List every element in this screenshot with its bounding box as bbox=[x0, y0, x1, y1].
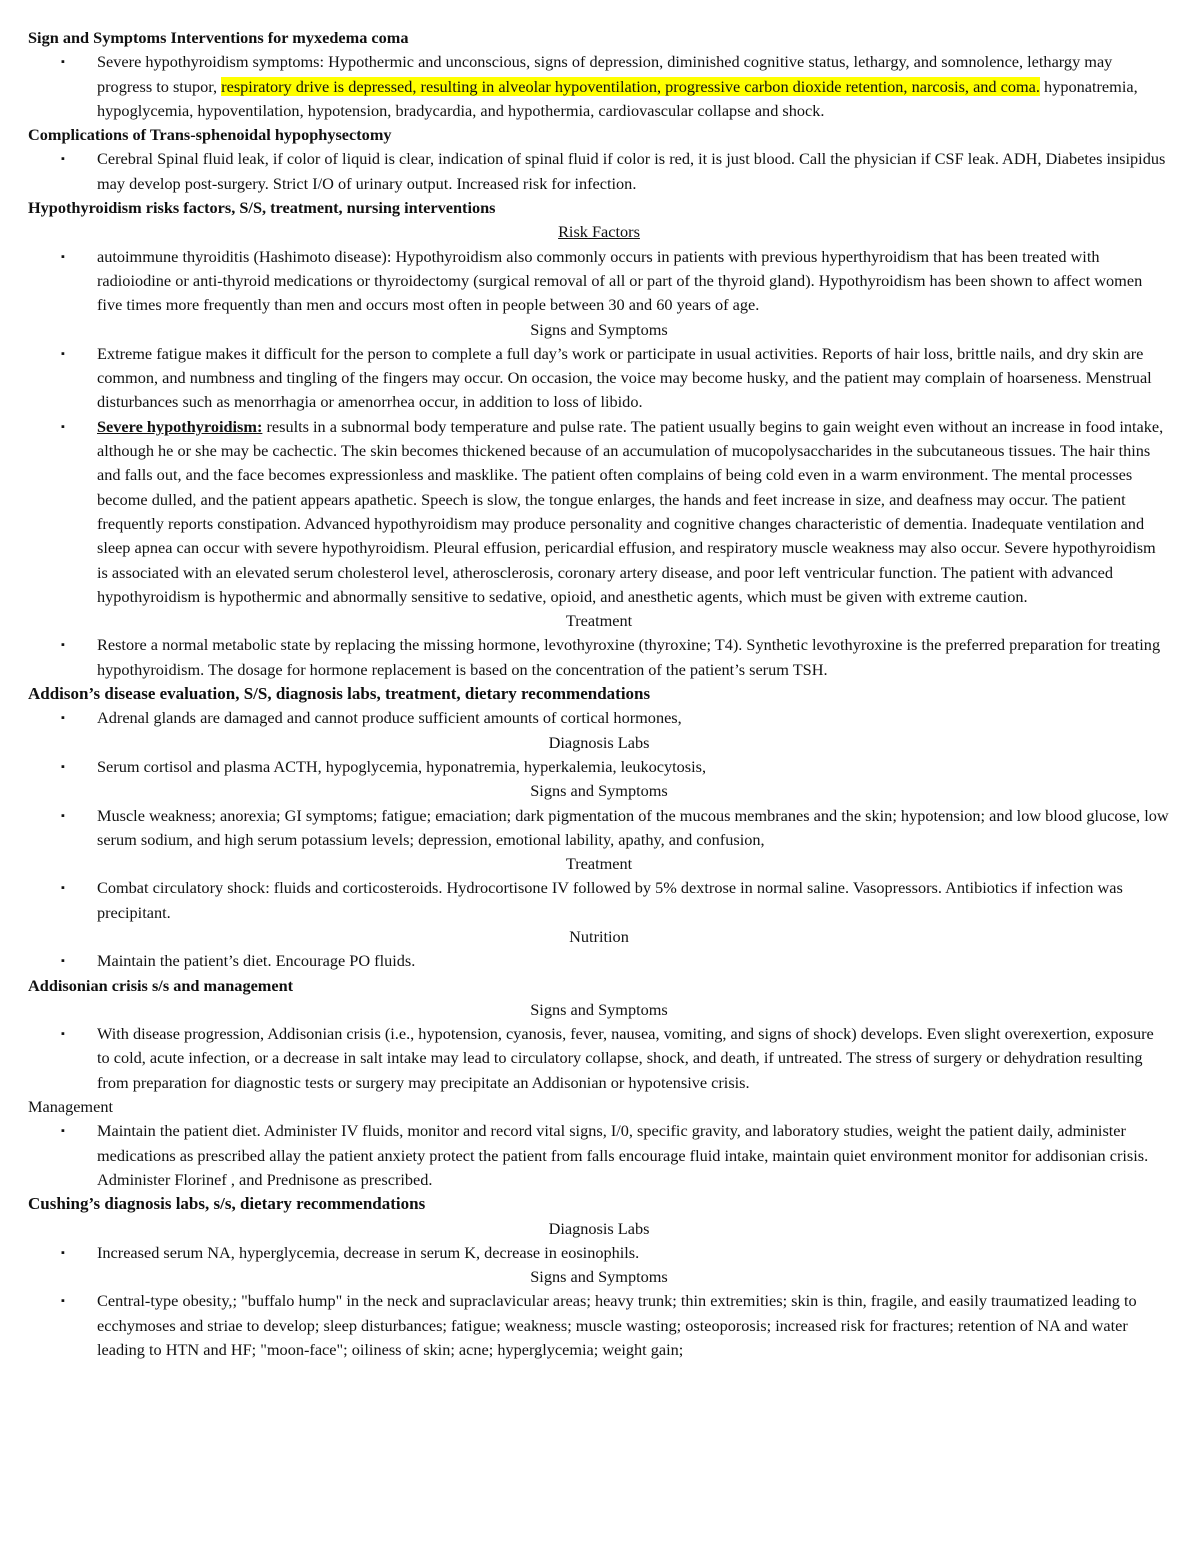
heading-hypophysectomy-complications: Complications of Trans-sphenoidal hypophysectomy bbox=[28, 125, 392, 145]
subheading-risk-factors: Risk Factors bbox=[558, 222, 640, 242]
subheading-signs-symptoms: Signs and Symptoms bbox=[530, 781, 668, 801]
myxedema-bullets bbox=[28, 50, 1170, 123]
hypothyroidism-ss-bullets bbox=[28, 342, 1170, 609]
bullet-extreme-fatigue: ▪ Extreme fatigue makes it difficult for the person to complete a full day’s work or participate in usual activities. Reports of hair loss, brittle nails, and dry skin are common, and numbness and tingling of the fingers may occur. On occasion, the voice may become husky, and the patient may complain of hoarseness. Menstrual disturbances such as menorrhagia or amenorrhea occur, in addition to loss of libido. bbox=[28, 342, 1170, 415]
bullet-adrenal-damage: ▪ Adrenal glands are damaged and cannot produce sufficient amounts of cortical hormones, bbox=[28, 706, 1170, 730]
heading-addisons-disease: Addison’s disease evaluation, S/S, diagnosis labs, treatment, dietary recommendations bbox=[28, 684, 651, 704]
addisons-labs-bullets bbox=[28, 755, 1170, 779]
text-part: hyponatremia, hypoglycemia, hypoventilation, hypotension, bradycardia, and hypothermia, cardiovascular collapse and shock. bbox=[97, 76, 1138, 120]
subheading-signs-symptoms: Signs and Symptoms bbox=[530, 1267, 668, 1287]
bullet-autoimmune-thyroiditis: ▪ autoimmune thyroiditis (Hashimoto disease): Hypothyroidism also commonly occurs in patients with previous hyperthyroidism that has been treated with radioiodine or anti-thyroid medications or thyroidectomy (surgical removal of all or part of the thyroid gland). Hypothyroidism has been shown to affect women five times more frequently than men and occurs most often in people between 30 and 60 years of age. bbox=[28, 245, 1170, 318]
bullet-diet: ▪ Maintain the patient’s diet. Encourage PO fluids. bbox=[28, 949, 1170, 973]
subheading-signs-symptoms: Signs and Symptoms bbox=[530, 319, 668, 339]
subheading-diagnosis-labs: Diagnosis Labs bbox=[548, 732, 650, 752]
highlighted-text: respiratory drive is depressed, resulting in alveolar hypoventilation, progressive carbon dioxide retention, narcosis, and coma. bbox=[221, 76, 1040, 96]
text-part: Severe hypothyroidism symptoms: Hypothermic and unconscious, signs of depression, diminished cognitive status, lethargy, and somnolence, lethargy may progress to stupor, bbox=[97, 52, 1113, 96]
subheading-diagnosis-labs: Diagnosis Labs bbox=[548, 1218, 650, 1238]
bullet-severe-hypothyroidism bbox=[28, 415, 1170, 609]
heading-addisonian-crisis: Addisonian crisis s/s and management bbox=[28, 975, 294, 995]
text-part: results in a subnormal body temperature and pulse rate. The patient usually begins to gain weight even without an increase in food intake, although he or she may be cachectic. The skin becomes thickened because of an accumulation of mucopolysaccharides in the subcutaneous tissues. The hair thins and falls out, and the face becomes expressionless and masklike. The patient often complains of being cold even in a warm environment. The mental processes become dulled, and the patient appears apathetic. Speech is slow, the tongue enlarges, the hands and feet increase in size, and deafness may occur. The patient frequently reports constipation. Advanced hypothyroidism may produce personality and cognitive changes characteristic of dementia. Inadequate ventilation and sleep apnea can occur with severe hypothyroidism. Pleural effusion, pericardial effusion, and respiratory muscle weakness may also occur. Severe hypothyroidism is associated with an elevated serum cholesterol level, atherosclerosis, coronary artery disease, and poor left ventricular function. The patient with advanced hypothyroidism is hypothermic and abnormally sensitive to sedative, opioid, and anesthetic agents, which must be given with extreme caution. bbox=[97, 416, 1164, 606]
bullet-addisons-labs: ▪ Serum cortisol and plasma ACTH, hypoglycemia, hyponatremia, hyperkalemia, leukocytosis, bbox=[28, 755, 1170, 779]
bullet-cushings-labs: ▪ Increased serum NA, hyperglycemia, decrease in serum K, decrease in eosinophils. bbox=[28, 1241, 1170, 1265]
heading-myxedema-coma: Sign and Symptoms Interventions for myxedema coma bbox=[28, 28, 409, 47]
bullet-circulatory-shock: ▪ Combat circulatory shock: fluids and corticosteroids. Hydrocortisone IV followed by 5% dextrose in normal saline. Vasopressors. Antibiotics if infection was precipitant. bbox=[28, 876, 1170, 925]
bullet-csf-leak: ▪ Cerebral Spinal fluid leak, if color of liquid is clear, indication of spinal fluid if color is red, it is just blood. Call the physician if CSF leak. ADH, Diabetes insipidus may develop post-surgery. Strict I/O of urinary output. Increased risk for infection. bbox=[28, 147, 1170, 196]
addisons-tx-bullets bbox=[28, 876, 1170, 925]
bullet-crisis-management: ▪ Maintain the patient diet. Administer IV fluids, monitor and record vital signs, I/0, specific gravity, and laboratory studies, weight the patient daily, administer medications as prescribed allay the patient anxiety protect the patient from falls encourage fluid intake, maintain quiet environment monitor for addisonian crisis. Administer Florinef , and Prednisone as prescribed. bbox=[28, 1119, 1170, 1192]
label-management: Management bbox=[28, 1097, 113, 1117]
addisons-intro-bullets bbox=[28, 706, 1170, 730]
risk-factor-bullets bbox=[28, 245, 1170, 318]
cushings-ss-bullets bbox=[28, 1289, 1170, 1362]
crisis-management-bullets bbox=[28, 1119, 1170, 1192]
bullet-levothyroxine: ▪ Restore a normal metabolic state by replacing the missing hormone, levothyroxine (thyroxine; T4). Synthetic levothyroxine is the preferred preparation for treating hypothyroidism. The dosage for hormone replacement is based on the concentration of the patient’s serum TSH. bbox=[28, 633, 1170, 682]
crisis-ss-bullets bbox=[28, 1022, 1170, 1095]
cushings-labs-bullets bbox=[28, 1241, 1170, 1265]
subheading-treatment: Treatment bbox=[565, 611, 633, 631]
bullet-cushings-symptoms: ▪ Central-type obesity,; "buffalo hump" in the neck and supraclavicular areas; heavy trunk; thin extremities; skin is thin, fragile, and easily traumatized leading to ecchymoses and striae to develop; sleep disturbances; fatigue; weakness; muscle wasting; osteoporosis; increased risk for fractures; retention of NA and water leading to HTN and HF; "moon-face"; oiliness of skin; acne; hyperglycemia; weight gain; bbox=[28, 1289, 1170, 1362]
subheading-treatment: Treatment bbox=[565, 854, 633, 874]
heading-cushings: Cushing’s diagnosis labs, s/s, dietary recommendations bbox=[28, 1194, 426, 1214]
subheading-signs-symptoms: Signs and Symptoms bbox=[530, 999, 668, 1019]
addisons-nutrition-bullets bbox=[28, 949, 1170, 973]
label-severe-hypothyroidism: Severe hypothyroidism: bbox=[97, 416, 263, 436]
hypothyroidism-tx-bullets bbox=[28, 633, 1170, 682]
addisons-ss-bullets bbox=[28, 804, 1170, 853]
bullet-myxedema-symptoms bbox=[28, 50, 1170, 123]
subheading-nutrition: Nutrition bbox=[569, 926, 629, 946]
hypophysectomy-bullets bbox=[28, 147, 1170, 196]
heading-hypothyroidism: Hypothyroidism risks factors, S/S, treatment, nursing interventions bbox=[28, 198, 496, 218]
bullet-addisons-symptoms: ▪ Muscle weakness; anorexia; GI symptoms; fatigue; emaciation; dark pigmentation of the mucous membranes and the skin; hypotension; and low blood glucose, low serum sodium, and high serum potassium levels; depression, emotional lability, apathy, and confusion, bbox=[28, 804, 1170, 853]
bullet-crisis-symptoms: ▪ With disease progression, Addisonian crisis (i.e., hypotension, cyanosis, fever, nausea, vomiting, and signs of shock) develops. Even slight overexertion, exposure to cold, acute infection, or a decrease in salt intake may lead to circulatory collapse, shock, and death, if untreated. The stress of surgery or dehydration resulting from preparation for diagnostic tests or surgery may precipitate an Addisonian or hypotensive crisis. bbox=[28, 1022, 1170, 1095]
